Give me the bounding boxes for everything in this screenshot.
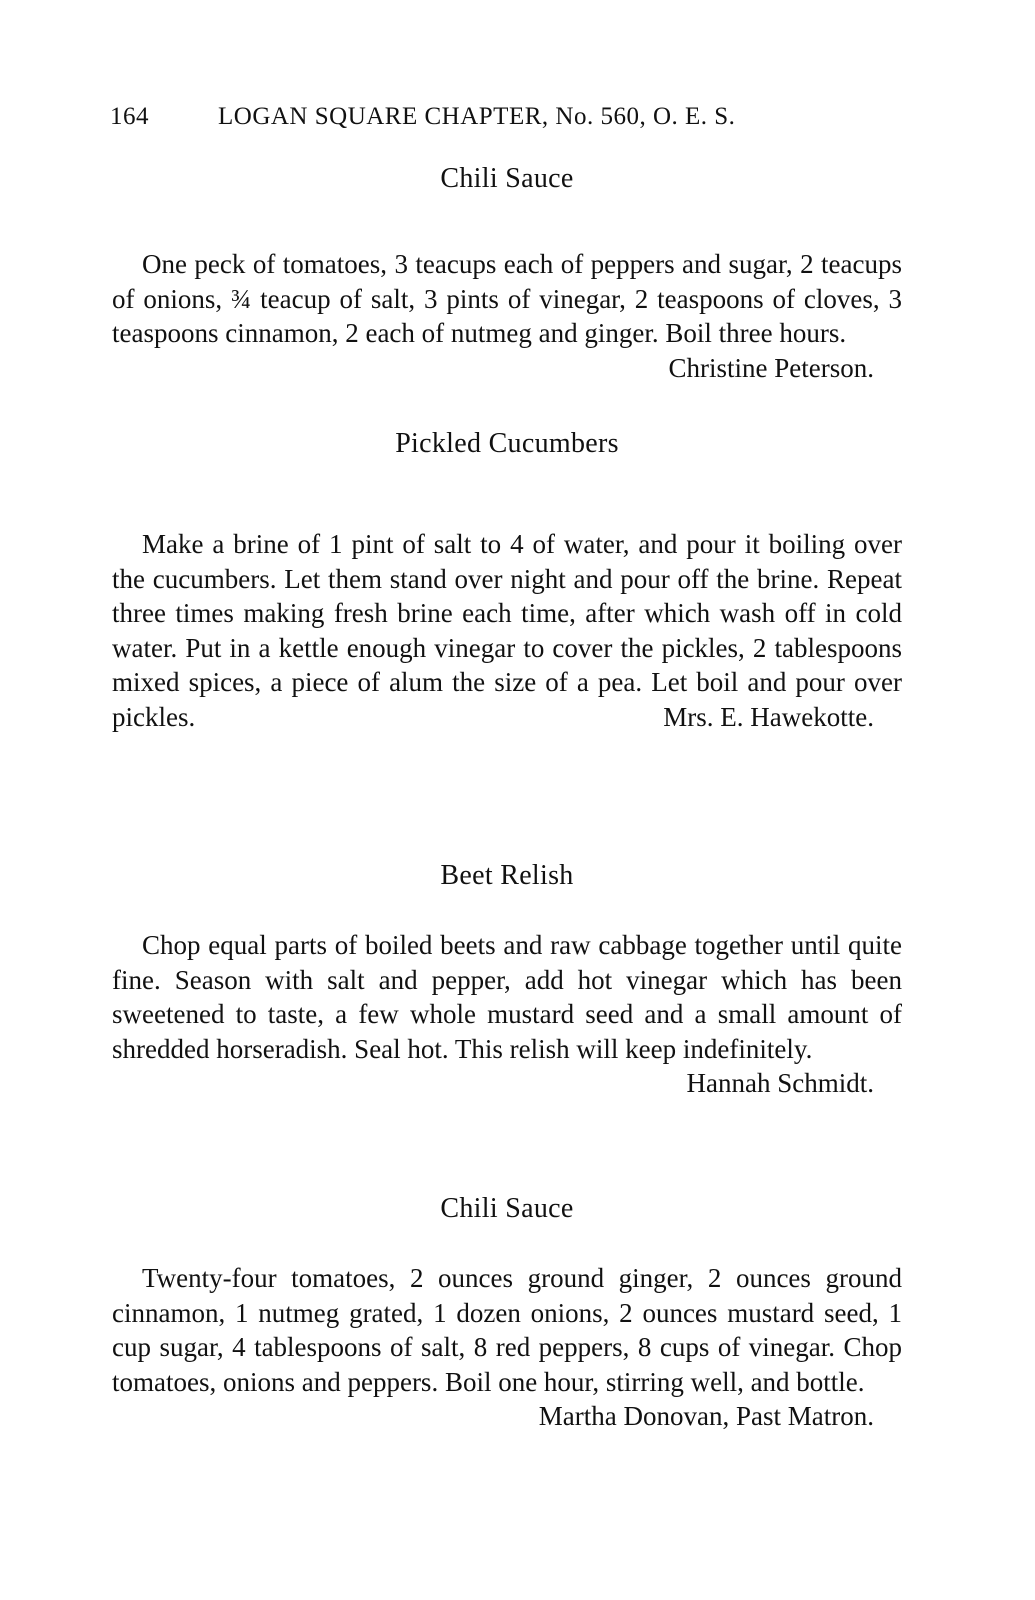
recipe-body	[112, 527, 902, 734]
recipe-pickled-cucumbers	[112, 428, 902, 734]
recipe-chili-sauce-2	[112, 1193, 902, 1434]
recipe-author: Hannah Schmidt.	[686, 1068, 874, 1098]
recipe-body: Twenty-four tomatoes, 2 ounces ground ginger, 2 ounces ground cinnamon, 1 nutmeg grated, 1 dozen onions, 2 ounces mustard seed, 1 cup sugar, 4 tablespoons of salt, 8 red peppers, 8 cups of vinegar. Chop tomatoes, onions and peppers. Boil one hour, stirring well, and bottle.	[112, 1263, 902, 1397]
running-title: LOGAN SQUARE CHAPTER, No. 560, O. E. S.	[218, 103, 736, 130]
recipe-author: Christine Peterson.	[668, 352, 874, 383]
recipe-author: Martha Donovan, Past Matron.	[538, 1401, 874, 1431]
page-number: 164	[110, 103, 149, 130]
recipe-beet-relish	[112, 860, 902, 1101]
recipe-text: One peck of tomatoes, 3 teacups each of peppers and sugar, 2 teacups of onions, ¾ teacup of salt, 3 pints of vinegar, 2 teaspoons of cloves, 3 teaspoons cinnamon, 2 each of nutmeg and ginger. Boil three hours.	[112, 249, 902, 348]
recipe-title: Pickled Cucumbers	[395, 428, 619, 459]
recipe-chili-sauce-1	[112, 163, 902, 385]
recipe-text: Make a brine of 1 pint of salt to 4 of water, and pour it boiling over the cucumbers. Let them stand over night and pour off the brine. Repeat three times making fresh brine each time, after which wash off in cold water. Put in a kettle enough vinegar to cover the pickles, 2 tablespoons mixed spices, a piece of alum the size of a pea. Let boil and pour over pickles.	[112, 529, 902, 732]
recipe-title: Chili Sauce	[440, 163, 574, 194]
recipe-title: Chili Sauce	[440, 1193, 574, 1224]
recipe-body	[112, 247, 902, 383]
recipe-body	[112, 928, 902, 1098]
running-header	[110, 103, 900, 131]
recipe-author: Mrs. E. Hawekotte.	[663, 701, 874, 732]
recipe-title: Beet Relish	[440, 860, 574, 891]
recipe-text: Chop equal parts of boiled beets and raw cabbage together until quite fine. Season with salt and pepper, add hot vinegar which has been sweetened to taste, a few whole mustard seed and a small amount of shredded horseradish. Seal hot. This relish will keep indefinitely.	[112, 930, 902, 1064]
